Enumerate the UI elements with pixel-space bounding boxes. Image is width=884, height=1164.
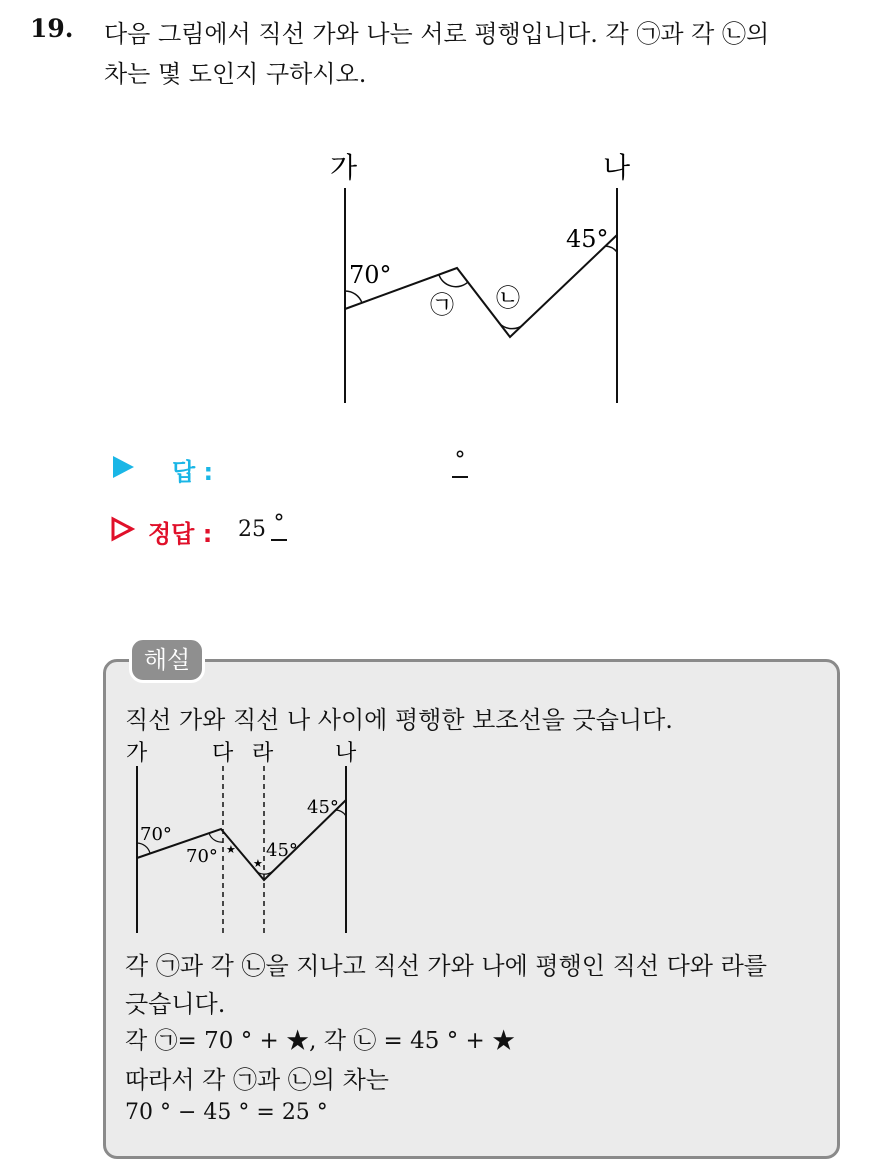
explanation-line-4: 각 ㉠= 70 ° + ★, 각 ㉡ = 45 ° + ★	[125, 1028, 516, 1054]
answer-label: 답 :	[172, 458, 214, 486]
correct-answer-value: 25	[238, 517, 266, 542]
correct-answer-label: 정답 :	[148, 520, 213, 548]
question-number: 19.	[30, 14, 74, 43]
aux-label-na: 나	[335, 741, 357, 766]
question-line-1: 다음 그림에서 직선 가와 나는 서로 평행입니다. 각 ㉠과 각 ㉡의	[104, 20, 770, 48]
play-outline-icon	[110, 516, 136, 542]
explanation-line-5: 따라서 각 ㉠과 ㉡의 차는	[125, 1066, 389, 1094]
explanation-tab: 해설	[129, 637, 205, 683]
answer-unit: °	[452, 448, 468, 478]
label-45: 45°	[566, 225, 609, 253]
aux-label-ga: 가	[126, 741, 148, 766]
correct-answer-unit: °	[271, 511, 287, 541]
question-line-2: 차는 몇 도인지 구하시오.	[104, 60, 367, 88]
explanation-line-3: 긋습니다.	[125, 990, 226, 1018]
aux-star-2: ★	[253, 857, 263, 870]
aux-angle-70-left: 70°	[140, 824, 172, 845]
play-filled-icon	[110, 454, 136, 480]
explanation-line-1: 직선 가와 직선 나 사이에 평행한 보조선을 긋습니다.	[125, 706, 673, 734]
aux-star-1: ★	[226, 843, 236, 856]
aux-angle-45-mid: 45°	[266, 840, 298, 861]
label-na: 나	[603, 151, 631, 184]
arc-70	[345, 291, 362, 303]
explanation-line-2: 각 ㉠과 각 ㉡을 지나고 직선 가와 나에 평행인 직선 다와 라를	[125, 952, 767, 980]
aux-angle-45-right: 45°	[307, 797, 339, 818]
mark-g: ㉠	[430, 291, 454, 319]
aux-angle-70-right: 70°	[186, 846, 218, 867]
aux-label-ra: 라	[252, 741, 274, 766]
main-figure	[0, 0, 884, 440]
aux-label-da: 다	[212, 741, 234, 766]
label-ga: 가	[330, 151, 358, 184]
explanation-line-6: 70 ° − 45 ° = 25 °	[125, 1100, 328, 1125]
label-70: 70°	[349, 261, 392, 289]
mark-n: ㉡	[496, 284, 520, 312]
